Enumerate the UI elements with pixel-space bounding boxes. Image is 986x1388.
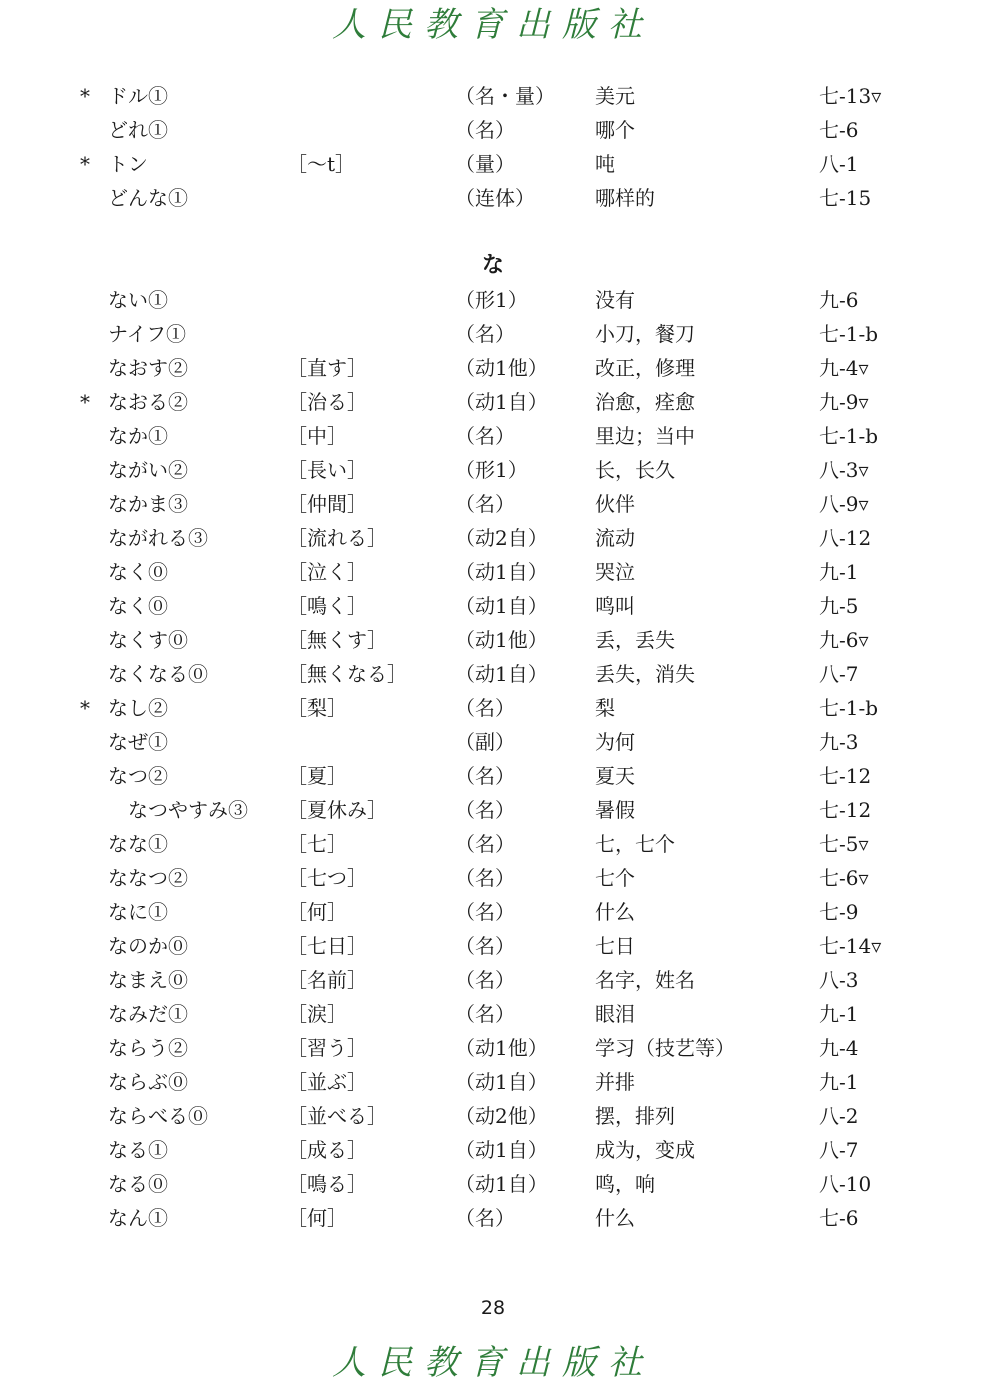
entry-lesson-ref: 七-15	[819, 186, 872, 210]
entry-meaning: 七个	[595, 866, 635, 890]
entry-part-of-speech: （动1他）	[455, 628, 548, 652]
entry-part-of-speech: （动1自）	[455, 594, 548, 618]
entry-word: なぜ①	[108, 730, 168, 754]
vocab-entry-row	[0, 283, 986, 317]
vocab-entry-row	[0, 317, 986, 351]
entry-word: なおる②	[108, 390, 188, 414]
entry-word: ななつ②	[108, 866, 188, 890]
entry-part-of-speech: （名）	[455, 424, 515, 448]
entry-part-of-speech: （名）	[455, 798, 515, 822]
entry-part-of-speech: （形1）	[455, 458, 528, 482]
vocab-entry-row	[0, 793, 986, 827]
entry-lesson-ref: 九-1	[819, 1070, 859, 1094]
vocab-entry-row	[0, 419, 986, 453]
entry-word: なん①	[108, 1206, 168, 1230]
entry-part-of-speech: （名）	[455, 764, 515, 788]
entry-part-of-speech: （动1自）	[455, 560, 548, 584]
entry-meaning: 眼泪	[595, 1002, 635, 1026]
entry-meaning: 里边；当中	[595, 424, 695, 448]
entry-part-of-speech: （名）	[455, 866, 515, 890]
entry-part-of-speech: （动1自）	[455, 1070, 548, 1094]
vocab-entry-row	[0, 895, 986, 929]
entry-word: どんな①	[108, 186, 188, 210]
entry-kanji: ［何］	[287, 1206, 347, 1230]
entry-kanji: ［直す］	[287, 356, 367, 380]
entry-word: なまえ⓪	[108, 968, 188, 992]
entry-lesson-ref: 七-1-b	[819, 424, 879, 448]
entry-lesson-ref: 七-6	[819, 1206, 859, 1230]
entry-part-of-speech: （名）	[455, 832, 515, 856]
vocab-entry-row	[0, 997, 986, 1031]
entry-lesson-ref: 七-1-b	[819, 322, 879, 346]
entry-part-of-speech: （名）	[455, 118, 515, 142]
entry-lesson-ref: 八-12	[819, 526, 872, 550]
entry-meaning: 长，长久	[595, 458, 675, 482]
vocab-entry-row	[0, 1065, 986, 1099]
entry-meaning: 暑假	[595, 798, 635, 822]
entry-word: ならう②	[108, 1036, 188, 1060]
page-number: 28	[480, 1297, 506, 1319]
entry-meaning: 学习（技艺等）	[595, 1036, 735, 1060]
vocab-entry-row	[0, 1133, 986, 1167]
entry-part-of-speech: （名）	[455, 322, 515, 346]
entry-lesson-ref: 七-13▿	[819, 84, 882, 108]
vocab-entry-row	[0, 1167, 986, 1201]
entry-word: トン	[108, 152, 148, 176]
vocab-entry-row	[0, 759, 986, 793]
vocab-entry-row	[0, 1099, 986, 1133]
entry-part-of-speech: （名）	[455, 1002, 515, 1026]
entry-meaning: 夏天	[595, 764, 635, 788]
entry-meaning: 哪个	[595, 118, 635, 142]
entry-lesson-ref: 九-3	[819, 730, 859, 754]
entry-word: なか①	[108, 424, 168, 448]
entry-word: ながい②	[108, 458, 188, 482]
vocab-entry-row	[0, 623, 986, 657]
entry-word: ドル①	[108, 84, 168, 108]
vocab-entry-row	[0, 555, 986, 589]
entry-part-of-speech: （动2自）	[455, 526, 548, 550]
entry-kanji: ［習う］	[287, 1036, 367, 1060]
entry-meaning: 梨	[595, 696, 615, 720]
entry-part-of-speech: （名）	[455, 1206, 515, 1230]
entry-meaning: 没有	[595, 288, 635, 312]
entry-meaning: 丢，丢失	[595, 628, 675, 652]
entry-star: *	[80, 390, 90, 414]
entry-part-of-speech: （名）	[455, 968, 515, 992]
entry-part-of-speech: （量）	[455, 152, 515, 176]
entry-kanji: ［梨］	[287, 696, 347, 720]
entry-star: *	[80, 84, 90, 108]
entry-kanji: ［無くなる］	[287, 662, 407, 686]
entry-part-of-speech: （副）	[455, 730, 515, 754]
entry-meaning: 吨	[595, 152, 615, 176]
entry-meaning: 丢失，消失	[595, 662, 695, 686]
entry-word: なみだ①	[108, 1002, 188, 1026]
entry-lesson-ref: 九-5	[819, 594, 859, 618]
entry-kanji: ［七日］	[287, 934, 367, 958]
entry-word: なくす⓪	[108, 628, 188, 652]
entry-part-of-speech: （名）	[455, 934, 515, 958]
entry-meaning: 七，七个	[595, 832, 675, 856]
vocab-entry-row	[0, 861, 986, 895]
entry-part-of-speech: （名・量）	[455, 84, 555, 108]
entry-kanji: ［鳴く］	[287, 594, 367, 618]
entry-meaning: 治愈，痊愈	[595, 390, 695, 414]
entry-word: なつ②	[108, 764, 168, 788]
entry-part-of-speech: （动1自）	[455, 390, 548, 414]
entry-word: どれ①	[108, 118, 168, 142]
entry-meaning: 鸣叫	[595, 594, 635, 618]
entry-kanji: ［成る］	[287, 1138, 367, 1162]
entry-meaning: 鸣，响	[595, 1172, 655, 1196]
entry-lesson-ref: 七-12	[819, 764, 872, 788]
entry-kanji: ［流れる］	[287, 526, 387, 550]
entry-kanji: ［七つ］	[287, 866, 367, 890]
entry-meaning: 摆，排列	[595, 1104, 675, 1128]
entry-word: ナイフ①	[108, 322, 186, 346]
entry-word: なくなる⓪	[108, 662, 208, 686]
vocab-entry-row	[0, 181, 986, 215]
vocab-entry-row	[0, 453, 986, 487]
section-heading: な	[481, 253, 504, 278]
publisher-logo-top: 人民教育出版社	[332, 5, 654, 45]
entry-lesson-ref: 九-4	[819, 1036, 859, 1060]
entry-kanji: ［中］	[287, 424, 347, 448]
entry-meaning: 改正，修理	[595, 356, 695, 380]
vocab-entry-row	[0, 1031, 986, 1065]
entry-part-of-speech: （名）	[455, 900, 515, 924]
entry-kanji: ［無くす］	[287, 628, 387, 652]
entry-kanji: ［並べる］	[287, 1104, 387, 1128]
vocab-entry-row	[0, 79, 986, 113]
entry-word: なな①	[108, 832, 168, 856]
entry-meaning: 哭泣	[595, 560, 635, 584]
entry-kanji: ［長い］	[287, 458, 367, 482]
vocab-entry-row	[0, 657, 986, 691]
entry-word: ない①	[108, 288, 168, 312]
vocab-entry-row	[0, 827, 986, 861]
publisher-logo-bottom: 人民教育出版社	[332, 1343, 654, 1383]
entry-word: なる①	[108, 1138, 168, 1162]
entry-word: なかま③	[108, 492, 188, 516]
entry-star: *	[80, 696, 90, 720]
entry-word: なし②	[108, 696, 168, 720]
entry-word: なく⓪	[108, 594, 168, 618]
vocab-entry-row	[0, 351, 986, 385]
entry-word: ならべる⓪	[108, 1104, 208, 1128]
entry-lesson-ref: 九-4▿	[819, 356, 869, 380]
entry-word: なおす②	[108, 356, 188, 380]
entry-lesson-ref: 八-7	[819, 1138, 859, 1162]
entry-meaning: 流动	[595, 526, 635, 550]
entry-kanji: ［～t］	[287, 152, 356, 176]
entry-lesson-ref: 七-1-b	[819, 696, 879, 720]
entry-lesson-ref: 八-9▿	[819, 492, 869, 516]
entry-lesson-ref: 七-9	[819, 900, 859, 924]
entry-lesson-ref: 八-3	[819, 968, 859, 992]
entry-meaning: 哪样的	[595, 186, 655, 210]
entry-kanji: ［仲間］	[287, 492, 367, 516]
entry-word: ならぶ⓪	[108, 1070, 188, 1094]
entry-part-of-speech: （连体）	[455, 186, 535, 210]
entry-meaning: 并排	[595, 1070, 635, 1094]
entry-lesson-ref: 九-1	[819, 560, 859, 584]
entry-meaning: 小刀，餐刀	[595, 322, 695, 346]
vocab-entry-row	[0, 385, 986, 419]
entry-part-of-speech: （动2他）	[455, 1104, 548, 1128]
entry-lesson-ref: 七-6	[819, 118, 859, 142]
entry-word: なる⓪	[108, 1172, 168, 1196]
entry-part-of-speech: （动1自）	[455, 1138, 548, 1162]
vocab-entry-row	[0, 963, 986, 997]
entry-kanji: ［夏］	[287, 764, 347, 788]
entry-part-of-speech: （动1他）	[455, 356, 548, 380]
entry-lesson-ref: 七-12	[819, 798, 872, 822]
entry-meaning: 什么	[595, 1206, 635, 1230]
entry-part-of-speech: （动1自）	[455, 662, 548, 686]
vocab-entry-row	[0, 113, 986, 147]
entry-lesson-ref: 九-6▿	[819, 628, 869, 652]
entry-meaning: 为何	[595, 730, 635, 754]
entry-lesson-ref: 八-7	[819, 662, 859, 686]
vocab-entry-row	[0, 725, 986, 759]
entry-part-of-speech: （名）	[455, 696, 515, 720]
vocab-entry-row	[0, 929, 986, 963]
entry-lesson-ref: 九-9▿	[819, 390, 869, 414]
entry-word: なのか⓪	[108, 934, 188, 958]
entry-kanji: ［並ぶ］	[287, 1070, 367, 1094]
entry-meaning: 什么	[595, 900, 635, 924]
entry-lesson-ref: 八-3▿	[819, 458, 869, 482]
entry-lesson-ref: 八-1	[819, 152, 859, 176]
entry-kanji: ［名前］	[287, 968, 367, 992]
vocab-entry-row	[0, 147, 986, 181]
entry-lesson-ref: 八-2	[819, 1104, 859, 1128]
vocab-entry-row	[0, 487, 986, 521]
entry-part-of-speech: （动1自）	[455, 1172, 548, 1196]
entry-part-of-speech: （动1他）	[455, 1036, 548, 1060]
entry-meaning: 伙伴	[595, 492, 635, 516]
entry-meaning: 名字，姓名	[595, 968, 695, 992]
entry-lesson-ref: 九-6	[819, 288, 859, 312]
entry-lesson-ref: 九-1	[819, 1002, 859, 1026]
entry-meaning: 七日	[595, 934, 635, 958]
entry-word: なに①	[108, 900, 168, 924]
vocab-entry-row	[0, 521, 986, 555]
vocab-entry-row	[0, 1201, 986, 1235]
entry-lesson-ref: 八-10	[819, 1172, 872, 1196]
entry-part-of-speech: （名）	[455, 492, 515, 516]
entry-star: *	[80, 152, 90, 176]
entry-kanji: ［何］	[287, 900, 347, 924]
vocab-entry-row	[0, 691, 986, 725]
entry-kanji: ［涙］	[287, 1002, 347, 1026]
entry-meaning: 美元	[595, 84, 635, 108]
entry-kanji: ［七］	[287, 832, 347, 856]
entry-word: ながれる③	[108, 526, 208, 550]
entry-kanji: ［鳴る］	[287, 1172, 367, 1196]
entry-lesson-ref: 七-6▿	[819, 866, 869, 890]
entry-part-of-speech: （形1）	[455, 288, 528, 312]
entry-word: なつやすみ③	[128, 798, 248, 822]
entry-word: なく⓪	[108, 560, 168, 584]
vocab-entry-row	[0, 589, 986, 623]
entry-lesson-ref: 七-5▿	[819, 832, 869, 856]
entry-meaning: 成为，变成	[595, 1138, 695, 1162]
entry-kanji: ［夏休み］	[287, 798, 387, 822]
entry-kanji: ［泣く］	[287, 560, 367, 584]
entry-lesson-ref: 七-14▿	[819, 934, 882, 958]
entry-kanji: ［治る］	[287, 390, 367, 414]
